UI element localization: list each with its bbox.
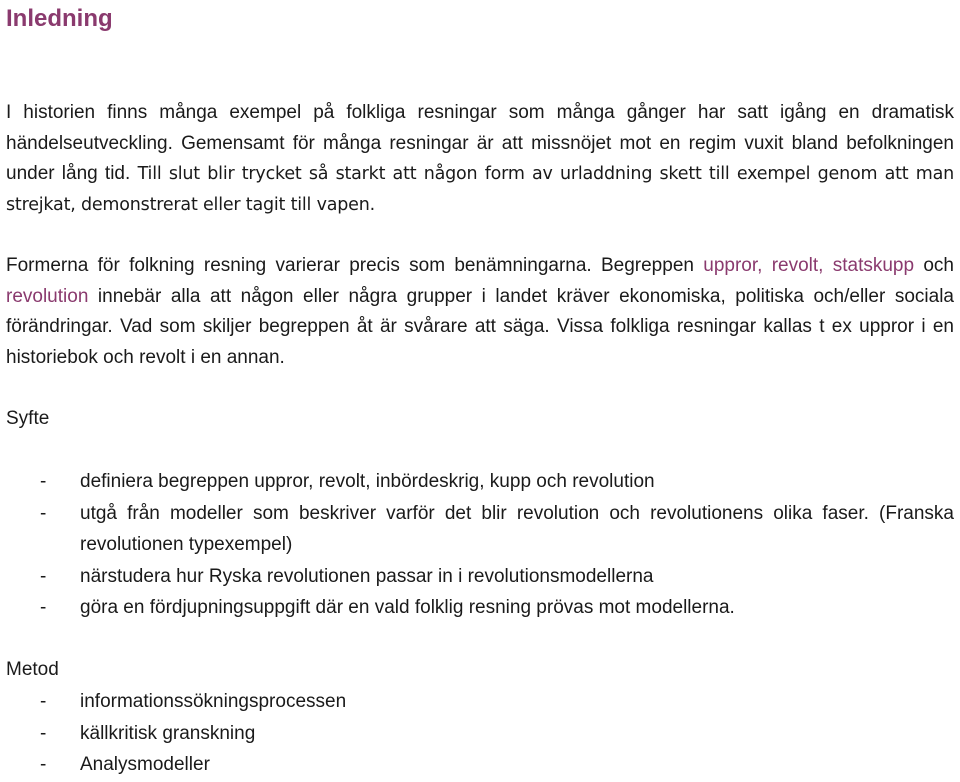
syfte-item-1: definiera begreppen uppror, revolt, inbördeskrig, kupp och revolution [80, 471, 655, 492]
intro-paragraph-1-part-1: I historien finns många exempel på folkliga resningar som många gånger har satt igång en dramatisk händelseutveckling. Gemensamt för många resningar är att missnöjet mot en regim vuxit bland befolkningen under lång tid. [6, 102, 954, 184]
list-item [6, 561, 954, 593]
list-item [6, 592, 954, 624]
dash-bullet: - [40, 754, 47, 775]
syfte-heading: Syfte [6, 408, 50, 429]
term-revolution: revolution [6, 285, 89, 307]
metod-item-1: informationssökningsprocessen [80, 691, 347, 712]
list-item [6, 749, 954, 781]
intro-paragraph-2-part-1: Formerna för folkning resning varierar precis som benämningarna. Begreppen [6, 255, 704, 276]
metod-heading: Metod [6, 659, 59, 680]
page-title: Inledning [6, 5, 113, 32]
intro-paragraph-1 [6, 98, 954, 220]
syfte-list [6, 466, 954, 624]
intro-paragraph-2-part-3: innebär alla att någon eller några grupper i landet kräver ekonomiska, politiska och/eller sociala förändringar. Vad som skiljer begreppen åt är svårare att säga. Vissa folkliga resningar kallas t ex uppror i en historiebok och revolt i en annan. [6, 285, 954, 368]
list-item [6, 466, 954, 498]
intro-paragraph-2 [6, 251, 954, 373]
dash-bullet: - [40, 597, 47, 618]
syfte-item-3: närstudera hur Ryska revolutionen passar in i revolutionsmodellerna [80, 565, 654, 587]
metod-list [6, 686, 954, 781]
syfte-item-2: utgå från modeller som beskriver varför det blir revolution och revolutionens olika faser. (Franska revolutionen typexempel) [80, 502, 954, 555]
dash-bullet: - [40, 565, 47, 587]
metod-item-3: Analysmodeller [80, 754, 210, 775]
term-uppror-revolt-statskupp: uppror, revolt, statskupp [703, 255, 915, 276]
intro-paragraph-1-part-2: Till slut blir trycket så starkt att någon form av urladdning skett till exempel genom att man strejkat, demonstrerat eller tagit till vapen. [6, 164, 955, 215]
list-item [6, 686, 954, 718]
dash-bullet: - [40, 691, 47, 712]
dash-bullet: - [40, 471, 47, 492]
intro-paragraph-2-part-2: och [914, 255, 954, 276]
dash-bullet: - [40, 722, 47, 744]
list-item [6, 718, 954, 750]
syfte-item-4: göra en fördjupningsuppgift där en vald folklig resning prövas mot modellerna. [80, 597, 735, 618]
metod-item-2: källkritisk granskning [80, 722, 256, 744]
dash-bullet: - [40, 502, 47, 524]
list-item [6, 498, 954, 561]
